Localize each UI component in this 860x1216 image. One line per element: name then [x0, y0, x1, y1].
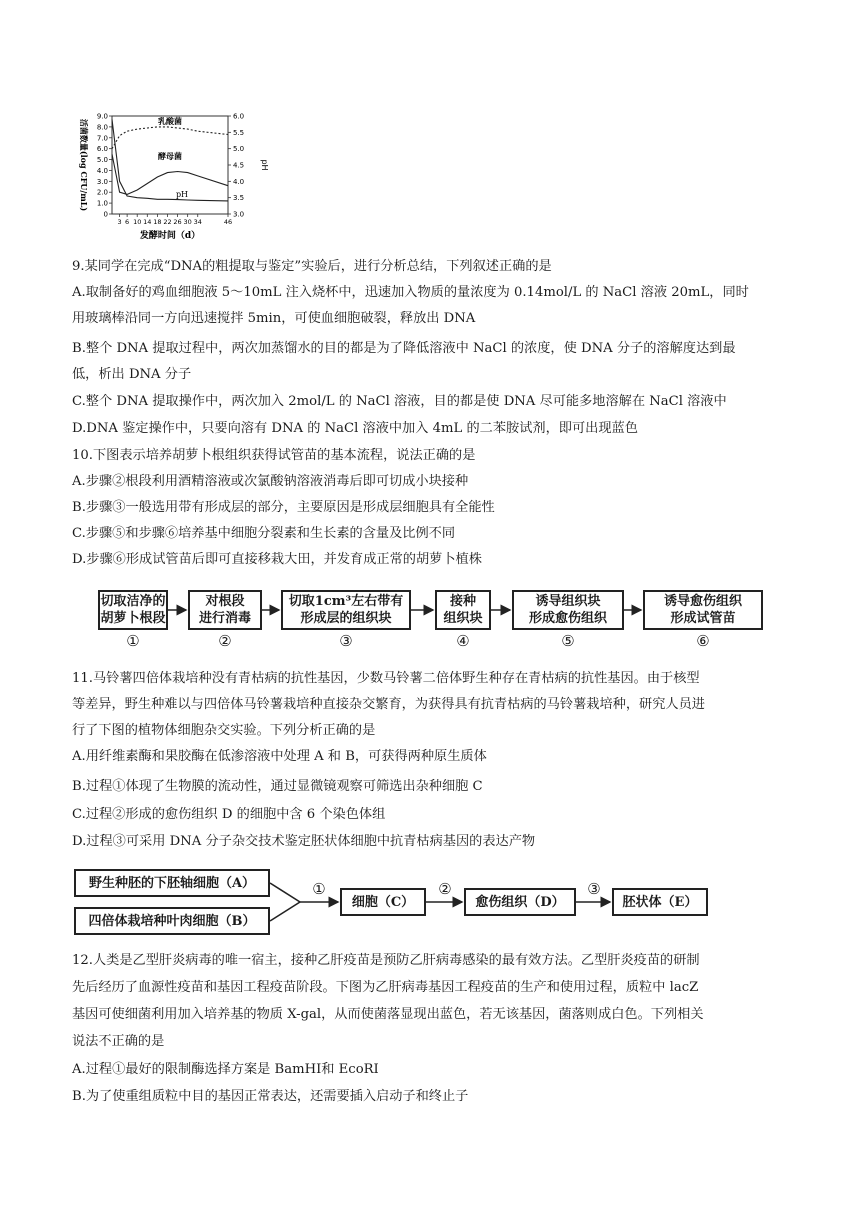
box-d-callus: 愈伤组织（D）: [464, 888, 576, 916]
y-left-axis-label: 活菌数量(log CFU/mL): [79, 118, 89, 212]
q9-option-c: C.整个 DNA 提取操作中，两次加入 2mol/L 的 NaCl 溶液，目的都是使 DNA 尽可能多地溶解在 NaCl 溶液中: [72, 394, 727, 409]
flow-step-3-line-1: 切取1cm³左右带有: [288, 594, 404, 609]
y-left-tick-label: 3.0: [96, 177, 108, 186]
flow-num-3: ③: [339, 632, 353, 650]
x-tick-label: 18: [153, 218, 162, 226]
x-tick-label: 22: [163, 218, 172, 226]
y-left-tick-label: 6.0: [96, 145, 108, 154]
y-left-tick-label: 2.0: [96, 188, 108, 197]
q9-option-b-cont: 低，析出 DNA 分子: [72, 367, 192, 382]
flow-num-5: ⑤: [561, 632, 575, 650]
x-axis-label: 发酵时间（d）: [139, 231, 201, 241]
y-right-tick-label: 3.5: [233, 194, 245, 203]
q11-option-a: A.用纤维素酶和果胶酶在低渗溶液中处理 A 和 B，可获得两种原生质体: [72, 749, 487, 764]
flow-step-6-line-2: 形成试管苗: [670, 611, 736, 626]
y-right-axis-label: pH: [260, 159, 269, 171]
q9-option-a: A.取制备好的鸡血细胞液 5～10mL 注入烧杯中，迅速加入物质的量浓度为 0.14mol/L 的 NaCl 溶液 20mL，同时: [72, 285, 749, 300]
q11-stem-2: 等差异，野生种难以与四倍体马铃薯栽培种直接杂交繁育，为获得具有抗青枯病的马铃薯栽培种，研究人员进: [72, 697, 705, 712]
box-e-embryoid: 胚状体（E）: [612, 888, 708, 916]
q11-num-2: ②: [438, 880, 452, 898]
flow-step-5-line-1: 诱导组织块: [535, 594, 601, 609]
q12-stem-4: 说法不正确的是: [72, 1034, 165, 1049]
y-right-tick-label: 3.0: [233, 210, 245, 219]
q11-stem-3: 行了下图的植物体细胞杂交实验。下列分析正确的是: [72, 723, 376, 738]
y-right-tick-label: 4.5: [233, 161, 245, 170]
y-left-tick-label: 4.0: [96, 166, 108, 175]
x-tick-label: 3: [117, 218, 122, 226]
series-label: 酵母菌: [158, 151, 182, 161]
y-right-tick-label: 4.0: [233, 177, 245, 186]
q9-option-a-cont: 用玻璃棒沿同一方向迅速搅拌 5min，可使血细胞破裂，释放出 DNA: [72, 311, 476, 326]
y-left-tick-label: 7.0: [96, 134, 108, 143]
flow-step-1-line-1: 切取洁净的: [100, 594, 166, 609]
q12-option-b: B.为了使重组质粒中目的基因正常表达，还需要插入启动子和终止子: [72, 1089, 469, 1104]
flow-num-2: ②: [218, 632, 232, 650]
q12-option-a: A.过程①最好的限制酶选择方案是 BamHⅠ和 EcoRⅠ: [72, 1062, 379, 1077]
x-tick-label: 46: [223, 218, 233, 226]
q10-option-d: D.步骤⑥形成试管苗后即可直接移栽大田，并发育成正常的胡萝卜植株: [72, 552, 482, 567]
q10-option-a: A.步骤②根段利用酒精溶液或次氯酸钠溶液消毒后即可切成小块接种: [72, 474, 469, 489]
flow-num-6: ⑥: [696, 632, 710, 650]
flow-step-1-line-2: 胡萝卜根段: [100, 611, 166, 626]
q9-option-d: D.DNA 鉴定操作中，只要向溶有 DNA 的 NaCl 溶液中加入 4mL 的二苯胺试剂，即可出现蓝色: [72, 421, 638, 436]
flow-arrows: [0, 600, 860, 620]
q12-stem-3: 基因可使细菌利用加入培养基的物质 X-gal，从而使菌落显现出蓝色，若无该基因，菌落则成白色。下列相关: [72, 1007, 704, 1022]
x-tick-label: 34: [193, 218, 202, 226]
x-tick-label: 26: [173, 218, 182, 226]
flow-num-4: ④: [456, 632, 470, 650]
x-tick-label: 10: [133, 218, 142, 226]
y-right-tick-label: 6.0: [233, 112, 245, 121]
q10-option-c: C.步骤⑤和步骤⑥培养基中细胞分裂素和生长素的含量及比例不同: [72, 526, 456, 541]
y-right-tick-label: 5.5: [233, 128, 245, 137]
q11-num-1: ①: [312, 880, 326, 898]
x-tick-label: 14: [143, 218, 152, 226]
y-right-tick-label: 5.0: [233, 145, 245, 154]
y-left-tick-label: 8.0: [96, 123, 108, 132]
q12-stem-2: 先后经历了血源性疫苗和基因工程疫苗阶段。下图为乙肝病毒基因工程疫苗的生产和使用过程，质粒中 lacZ: [72, 980, 699, 995]
flow-step-4-line-1: 接种: [449, 594, 476, 609]
y-left-tick-label: 1.0: [96, 199, 108, 208]
flow-step-2-line-2: 进行消毒: [198, 611, 251, 626]
q12-stem-1: 12.人类是乙型肝炎病毒的唯一宿主，接种乙肝疫苗是预防乙肝病毒感染的最有效方法。乙型肝炎疫苗的研制: [72, 953, 700, 968]
flow-step-2-line-1: 对根段: [205, 594, 245, 609]
y-left-tick-label: 0: [103, 210, 108, 219]
q9-stem: 9.某同学在完成“DNA的粗提取与鉴定”实验后，进行分析总结，下列叙述正确的是: [72, 259, 552, 274]
lactic-acid-bacteria-line: [112, 127, 228, 149]
flow-step-3-line-2: 形成层的组织块: [300, 611, 392, 626]
q11-option-c: C.过程②形成的愈伤组织 D 的细胞中含 6 个染色体组: [72, 807, 386, 822]
flow-num-1: ①: [126, 632, 140, 650]
q11-num-3: ③: [587, 880, 601, 898]
q11-arrows: [0, 860, 860, 940]
q11-option-d: D.过程③可采用 DNA 分子杂交技术鉴定胚状体细胞中抗青枯病基因的表达产物: [72, 834, 536, 849]
fermentation-chart: [72, 104, 272, 244]
q11-option-b: B.过程①体现了生物膜的流动性，通过显微镜观察可筛选出杂种细胞 C: [72, 779, 483, 794]
y-left-tick-label: 5.0: [96, 156, 108, 165]
box-c-hybrid-cell: 细胞（C）: [340, 888, 426, 916]
x-tick-label: 6: [125, 218, 130, 226]
flow-step-4-line-2: 组织块: [443, 611, 483, 626]
y-left-tick-label: 9.0: [96, 112, 108, 121]
flow-step-6-line-1: 诱导愈伤组织: [663, 594, 742, 609]
box-a-wild-cell: 野生种胚的下胚轴细胞（A）: [74, 869, 270, 897]
q10-option-b: B.步骤③一般选用带有形成层的部分，主要原因是形成层细胞具有全能性: [72, 500, 495, 515]
q11-stem-1: 11.马铃薯四倍体栽培种没有青枯病的抗性基因，少数马铃薯二倍体野生种存在青枯病的抗性基因。由于核型: [72, 671, 700, 686]
q10-stem: 10.下图表示培养胡萝卜根组织获得试管苗的基本流程，说法正确的是: [72, 448, 476, 463]
q9-option-b: B.整个 DNA 提取过程中，两次加蒸馏水的目的都是为了降低溶液中 NaCl 的浓度，使 DNA 分子的溶解度达到最: [72, 341, 736, 356]
box-b-leaf-cell: 四倍体栽培种叶肉细胞（B）: [74, 907, 270, 935]
flow-step-5-line-2: 形成愈伤组织: [528, 611, 607, 626]
series-label: pH: [175, 190, 189, 199]
series-label: 乳酸菌: [158, 116, 182, 126]
x-tick-label: 30: [183, 218, 192, 226]
